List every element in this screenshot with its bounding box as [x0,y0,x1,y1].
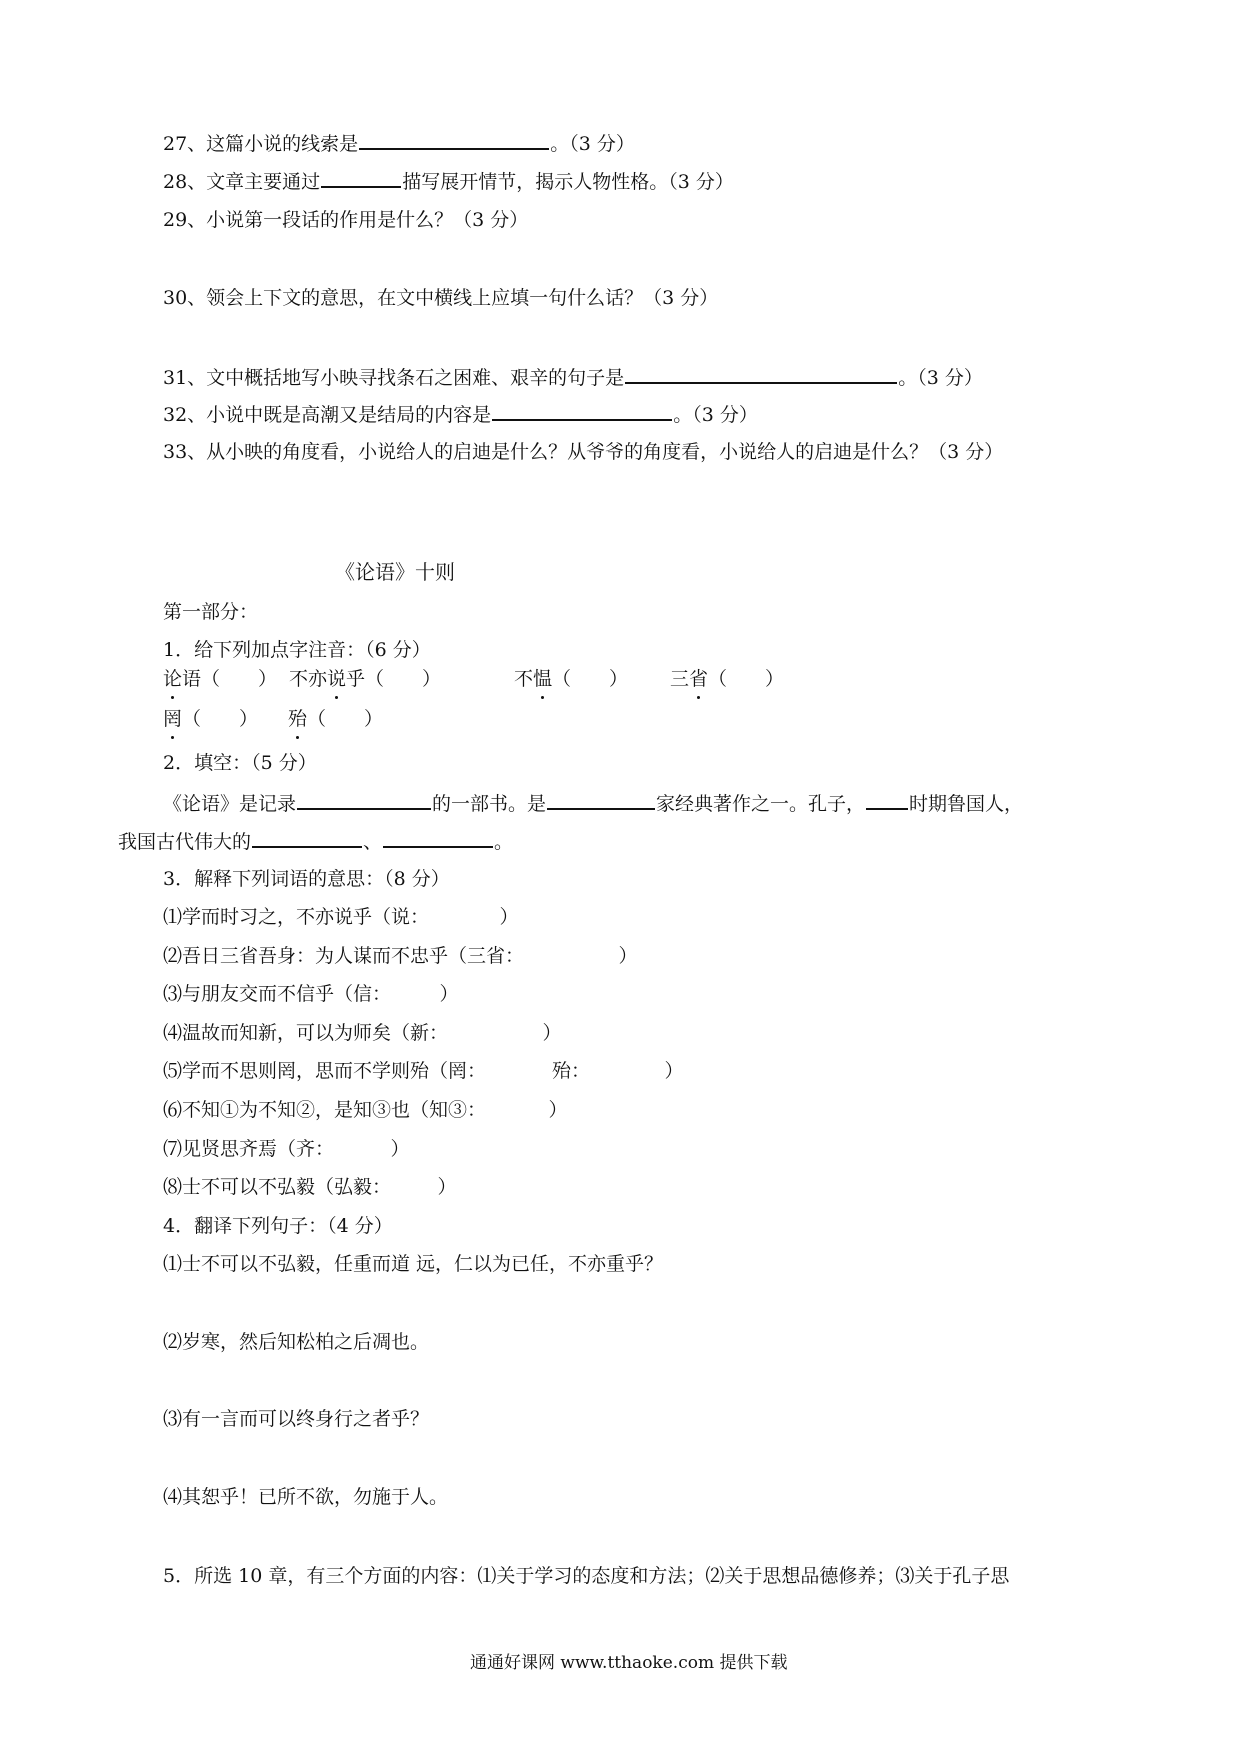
p3-item [163,1136,410,1162]
question-32 [163,401,758,428]
fill-text: 家经典著作之一。孔子， [656,793,866,815]
p3-item-text: ⑷温故而知新，可以为师矣（新： [163,1022,439,1044]
question-32-text: 32、小说中既是高潮又是结局的内容是 [163,404,492,426]
pinyin-item [163,706,288,732]
p3-item-mid: 殆： [552,1060,581,1082]
fill-text: 我国古代伟大的 [118,831,252,853]
footer: 通通好课网 www.tthaoke.com 提供下载 [470,1653,788,1673]
question-32-score: 。（3 分） [673,404,758,426]
p3-item [163,904,519,930]
fill-text: 《论语》是记录 [163,793,297,815]
pinyin-item [670,666,784,692]
question-31-score: 。（3 分） [898,367,983,389]
question-27-text: 27、这篇小说的线索是 [163,133,359,155]
pinyin-slot: 乎（ ） [346,668,442,690]
question-31-text: 31、文中概括地写小映寻找条石之困难、艰辛的句子是 [163,367,625,389]
pinyin-word: 不亦 [289,668,328,690]
p3-item-close: ） [439,983,459,1005]
dotted-char: 罔 [163,708,183,730]
question-28 [163,168,734,195]
p5-text: 5．所选 10 章，有三个方面的内容：⑴关于学习的态度和方法；⑵关于思想品德修养；⑶关于孔子思 [163,1565,1010,1587]
p3-item [163,1058,684,1084]
p2-line-1 [163,790,1023,817]
dotted-char: 愠 [533,668,553,690]
answer-blank[interactable] [492,401,672,421]
pinyin-word: 三 [670,668,690,690]
fill-text: 时期鲁国人， [909,793,1024,815]
pinyin-item [514,666,670,692]
pinyin-slot: （ ） [182,708,259,730]
p3-item [163,981,459,1007]
p3-item-text: ⑹不知①为不知②，是知③也（知③： [163,1099,477,1121]
p3-item-close: ） [499,906,519,928]
pinyin-slot: 语（ ） [182,668,278,690]
p3-item-close: ） [390,1138,410,1160]
question-31 [163,364,983,391]
pinyin-item [288,706,383,732]
question-27 [163,130,635,157]
question-27-score: 。（3 分） [550,133,635,155]
p3-item-close: ） [542,1022,562,1044]
p2-line-2 [118,828,513,855]
p3-item-text: ⑴学而时习之，不亦说乎（说： [163,906,420,928]
pinyin-slot: （ ） [708,668,785,690]
answer-blank[interactable] [321,168,401,188]
p3-item-text: ⑸学而不思则罔，思而不学则殆（罔： [163,1060,487,1082]
pinyin-slot: （ ） [552,668,629,690]
p4-item: ⑷其恕乎！已所不欲，勿施于人。 [163,1486,449,1508]
fill-text: 、 [363,831,383,853]
answer-blank[interactable] [359,130,549,150]
p4-item: ⑵岁寒，然后知松柏之后凋也。 [163,1331,430,1353]
p1-heading: 1．给下列加点字注音：（6 分） [163,639,431,661]
p3-item-close: ） [618,945,638,967]
pinyin-word: 不 [514,668,534,690]
p3-item [163,1174,457,1200]
section-title: 《论语》十则 [335,560,455,584]
answer-blank[interactable] [383,828,493,848]
question-33: 33、从小映的角度看，小说给人的启迪是什么？从爷爷的角度看，小说给人的启迪是什么？（3 分） [163,441,1004,463]
p3-item-text: ⑺见贤思齐焉（齐： [163,1138,325,1160]
p3-item [163,1020,562,1046]
dotted-char: 说 [327,668,347,690]
p3-item-close: ） [437,1176,457,1198]
dotted-char: 殆 [288,708,308,730]
pinyin-row-1 [163,666,784,692]
p3-item-text: ⑶与朋友交而不信乎（信： [163,983,382,1005]
answer-blank[interactable] [866,790,908,810]
question-29: 29、小说第一段话的作用是什么？（3 分） [163,209,529,231]
answer-blank[interactable] [252,828,362,848]
fill-text: 的一部书。是 [432,793,547,815]
question-30: 30、领会上下文的意思，在文中横线上应填一句什么话？（3 分） [163,287,719,309]
pinyin-row-2 [163,706,383,732]
p4-item: ⑴士不可以不弘毅，任重而道 远，仁以为已任，不亦重乎？ [163,1253,664,1275]
pinyin-slot: （ ） [307,708,384,730]
pinyin-item [289,666,514,692]
answer-blank[interactable] [625,364,897,384]
p4-item: ⑶有一言而可以终身行之者乎？ [163,1408,430,1430]
fill-text: 。 [494,831,514,853]
p3-item-close: ） [664,1060,684,1082]
p3-item [163,943,638,969]
dotted-char: 省 [689,668,709,690]
p3-heading: 3．解释下列词语的意思：（8 分） [163,868,450,890]
answer-blank[interactable] [297,790,431,810]
p3-item-close: ） [548,1099,568,1121]
p3-item-text: ⑻士不可以不弘毅（弘毅： [163,1176,382,1198]
p2-heading: 2．填空：（5 分） [163,752,317,774]
p3-item-text: ⑵吾日三省吾身：为人谋而不忠乎（三省： [163,945,515,967]
answer-blank[interactable] [547,790,655,810]
part-heading: 第一部分： [163,601,259,623]
p4-heading: 4．翻译下列句子：（4 分） [163,1215,393,1237]
p3-item [163,1097,568,1123]
question-28-rest: 描写展开情节，揭示人物性格。（3 分） [402,171,734,193]
question-28-text: 28、文章主要通过 [163,171,321,193]
dotted-char: 论 [163,668,183,690]
pinyin-item [163,666,285,692]
